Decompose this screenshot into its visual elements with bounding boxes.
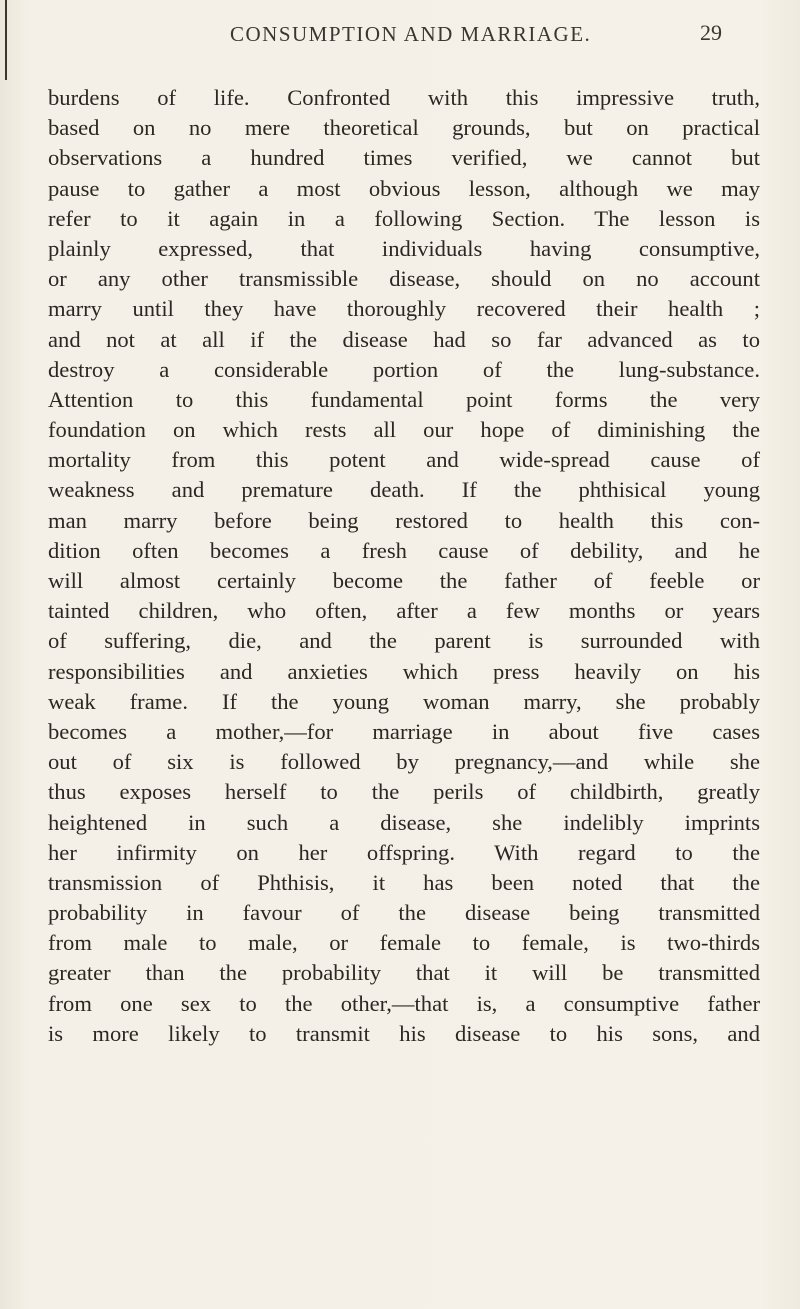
text-line: refer to it again in a following Section. The lesson is: [48, 205, 760, 231]
text-line: weak frame. If the young woman marry, she probably: [48, 688, 760, 714]
text-line: marry until they have thoroughly recovered their health ;: [48, 296, 760, 322]
text-line: transmission of Phthisis, it has been noted that the: [48, 869, 760, 895]
text-line: pause to gather a most obvious lesson, although we may: [48, 175, 760, 201]
text-line: becomes a mother,—for marriage in about five cases: [48, 718, 760, 744]
text-line: responsibilities and anxieties which press heavily on his: [48, 658, 760, 684]
text-line: of suffering, die, and the parent is surrounded with: [48, 628, 760, 654]
text-line: and not at all if the disease had so far advanced as to: [48, 326, 760, 352]
text-line: weakness and premature death. If the phthisical young: [48, 477, 760, 503]
text-line: her infirmity on her offspring. With regard to the: [48, 839, 760, 865]
text-line: heightened in such a disease, she indelibly imprints: [48, 809, 760, 835]
text-line: tainted children, who often, after a few months or years: [48, 598, 760, 624]
body-paragraph: [48, 83, 760, 1049]
text-line: foundation on which rests all our hope of diminishing the: [48, 417, 760, 443]
text-line: is more likely to transmit his disease to his sons, and: [48, 1020, 760, 1046]
text-line: out of six is followed by pregnancy,—and while she: [48, 749, 760, 775]
text-line: from one sex to the other,—that is, a consumptive father: [48, 990, 760, 1016]
text-line: mortality from this potent and wide-spread cause of: [48, 447, 760, 473]
text-line: man marry before being restored to health this con-: [48, 507, 760, 533]
text-line: greater than the probability that it will be transmitted: [48, 960, 760, 986]
page-edge-rule: [5, 0, 7, 80]
text-line: plainly expressed, that individuals having consumptive,: [48, 235, 760, 261]
text-line: destroy a considerable portion of the lung-substance.: [48, 356, 760, 382]
text-line: or any other transmissible disease, should on no account: [48, 266, 760, 292]
page-number: 29: [700, 20, 722, 45]
text-line: will almost certainly become the father of feeble or: [48, 568, 760, 593]
text-line: probability in favour of the disease being transmitted: [48, 900, 760, 926]
text-line: Attention to this fundamental point forms the very: [48, 386, 760, 412]
text-line: burdens of life. Confronted with this impressive truth,: [48, 85, 760, 110]
text-line: dition often becomes a fresh cause of debility, and he: [48, 537, 760, 563]
text-line: observations a hundred times verified, we cannot but: [48, 145, 760, 171]
text-line: thus exposes herself to the perils of childbirth, greatly: [48, 779, 760, 805]
running-title: CONSUMPTION AND MARRIAGE.: [230, 22, 592, 46]
text-line: based on no mere theoretical grounds, but on practical: [48, 115, 760, 141]
text-line: from male to male, or female to female, is two-thirds: [48, 930, 760, 956]
